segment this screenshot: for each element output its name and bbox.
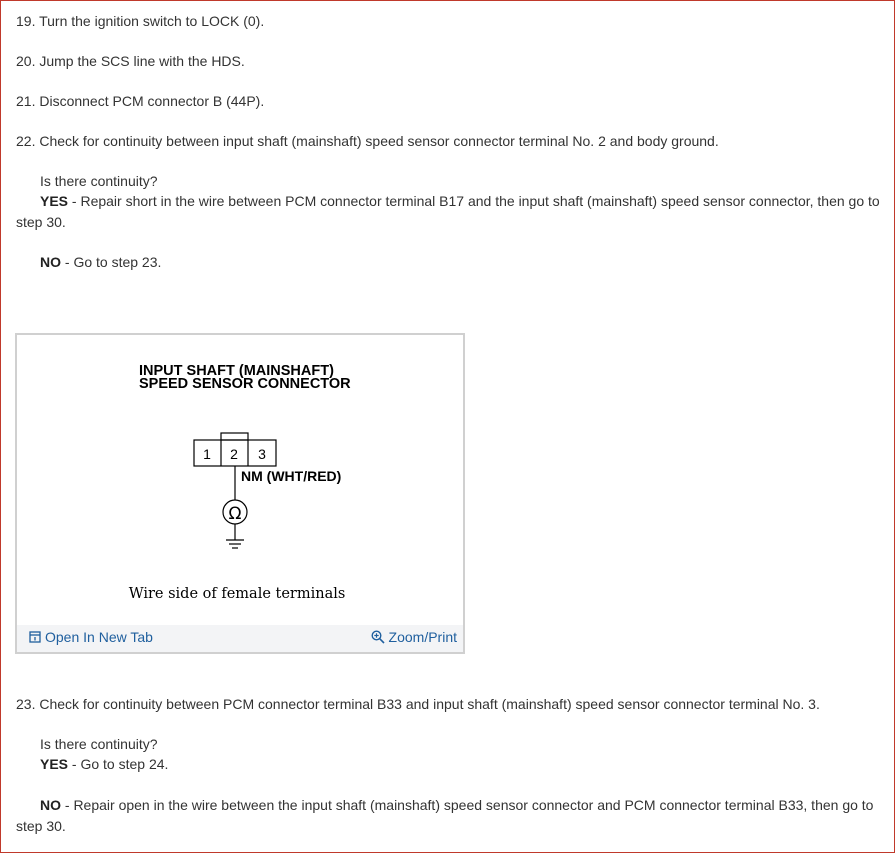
yes-label: YES bbox=[40, 193, 69, 209]
open-new-tab-label: Open In New Tab bbox=[45, 629, 153, 645]
terminal-1: 1 bbox=[203, 446, 211, 462]
step-22: 22. Check for continuity between input shaft (mainshaft) speed sensor connector terminal No. 2 and body ground. bbox=[16, 133, 719, 149]
terminal-2: 2 bbox=[230, 446, 238, 462]
ohmmeter-icon: Ω bbox=[228, 504, 242, 524]
open-new-tab-link[interactable] bbox=[29, 629, 153, 645]
step-22-question: Is there continuity? bbox=[40, 173, 158, 189]
figure-footer bbox=[17, 625, 463, 652]
wire-label: NM (WHT/RED) bbox=[241, 468, 342, 484]
step-22-no bbox=[16, 252, 886, 273]
step-19: 19. Turn the ignition switch to LOCK (0). bbox=[16, 13, 265, 29]
figure-caption: Wire side of female terminals bbox=[128, 586, 346, 602]
no-label: NO bbox=[40, 797, 61, 813]
yes-text: - Go to step 24. bbox=[68, 756, 169, 772]
step-23-no bbox=[16, 795, 886, 837]
step-21: 21. Disconnect PCM connector B (44P). bbox=[16, 93, 265, 109]
figure-title-line1: INPUT SHAFT (MAINSHAFT) bbox=[139, 363, 334, 379]
yes-label: YES bbox=[40, 756, 69, 772]
terminal-3: 3 bbox=[258, 446, 266, 462]
step-22-yes bbox=[16, 191, 886, 233]
step-23-question: Is there continuity? bbox=[40, 736, 158, 752]
no-label: NO bbox=[40, 254, 61, 270]
new-tab-icon bbox=[29, 631, 41, 643]
connector-diagram bbox=[17, 335, 463, 625]
zoom-print-label: Zoom/Print bbox=[388, 629, 457, 645]
yes-text: - Repair short in the wire between PCM connector terminal B17 and the input shaft (mainshaft) speed sensor connector, then go to step 30. bbox=[16, 193, 880, 230]
figure-title-line2: SPEED SENSOR CONNECTOR bbox=[139, 376, 351, 392]
no-text: - Go to step 23. bbox=[61, 254, 162, 270]
step-20: 20. Jump the SCS line with the HDS. bbox=[16, 53, 245, 69]
step-23-yes bbox=[16, 754, 886, 775]
step-23: 23. Check for continuity between PCM connector terminal B33 and input shaft (mainshaft) speed sensor connector terminal No. 3. bbox=[16, 696, 820, 712]
connector-figure bbox=[15, 333, 465, 654]
no-text: - Repair open in the wire between the input shaft (mainshaft) speed sensor connector and PCM connector terminal B33, then go to step 30. bbox=[16, 797, 874, 834]
zoom-print-link[interactable] bbox=[371, 629, 457, 645]
zoom-icon bbox=[371, 630, 385, 644]
